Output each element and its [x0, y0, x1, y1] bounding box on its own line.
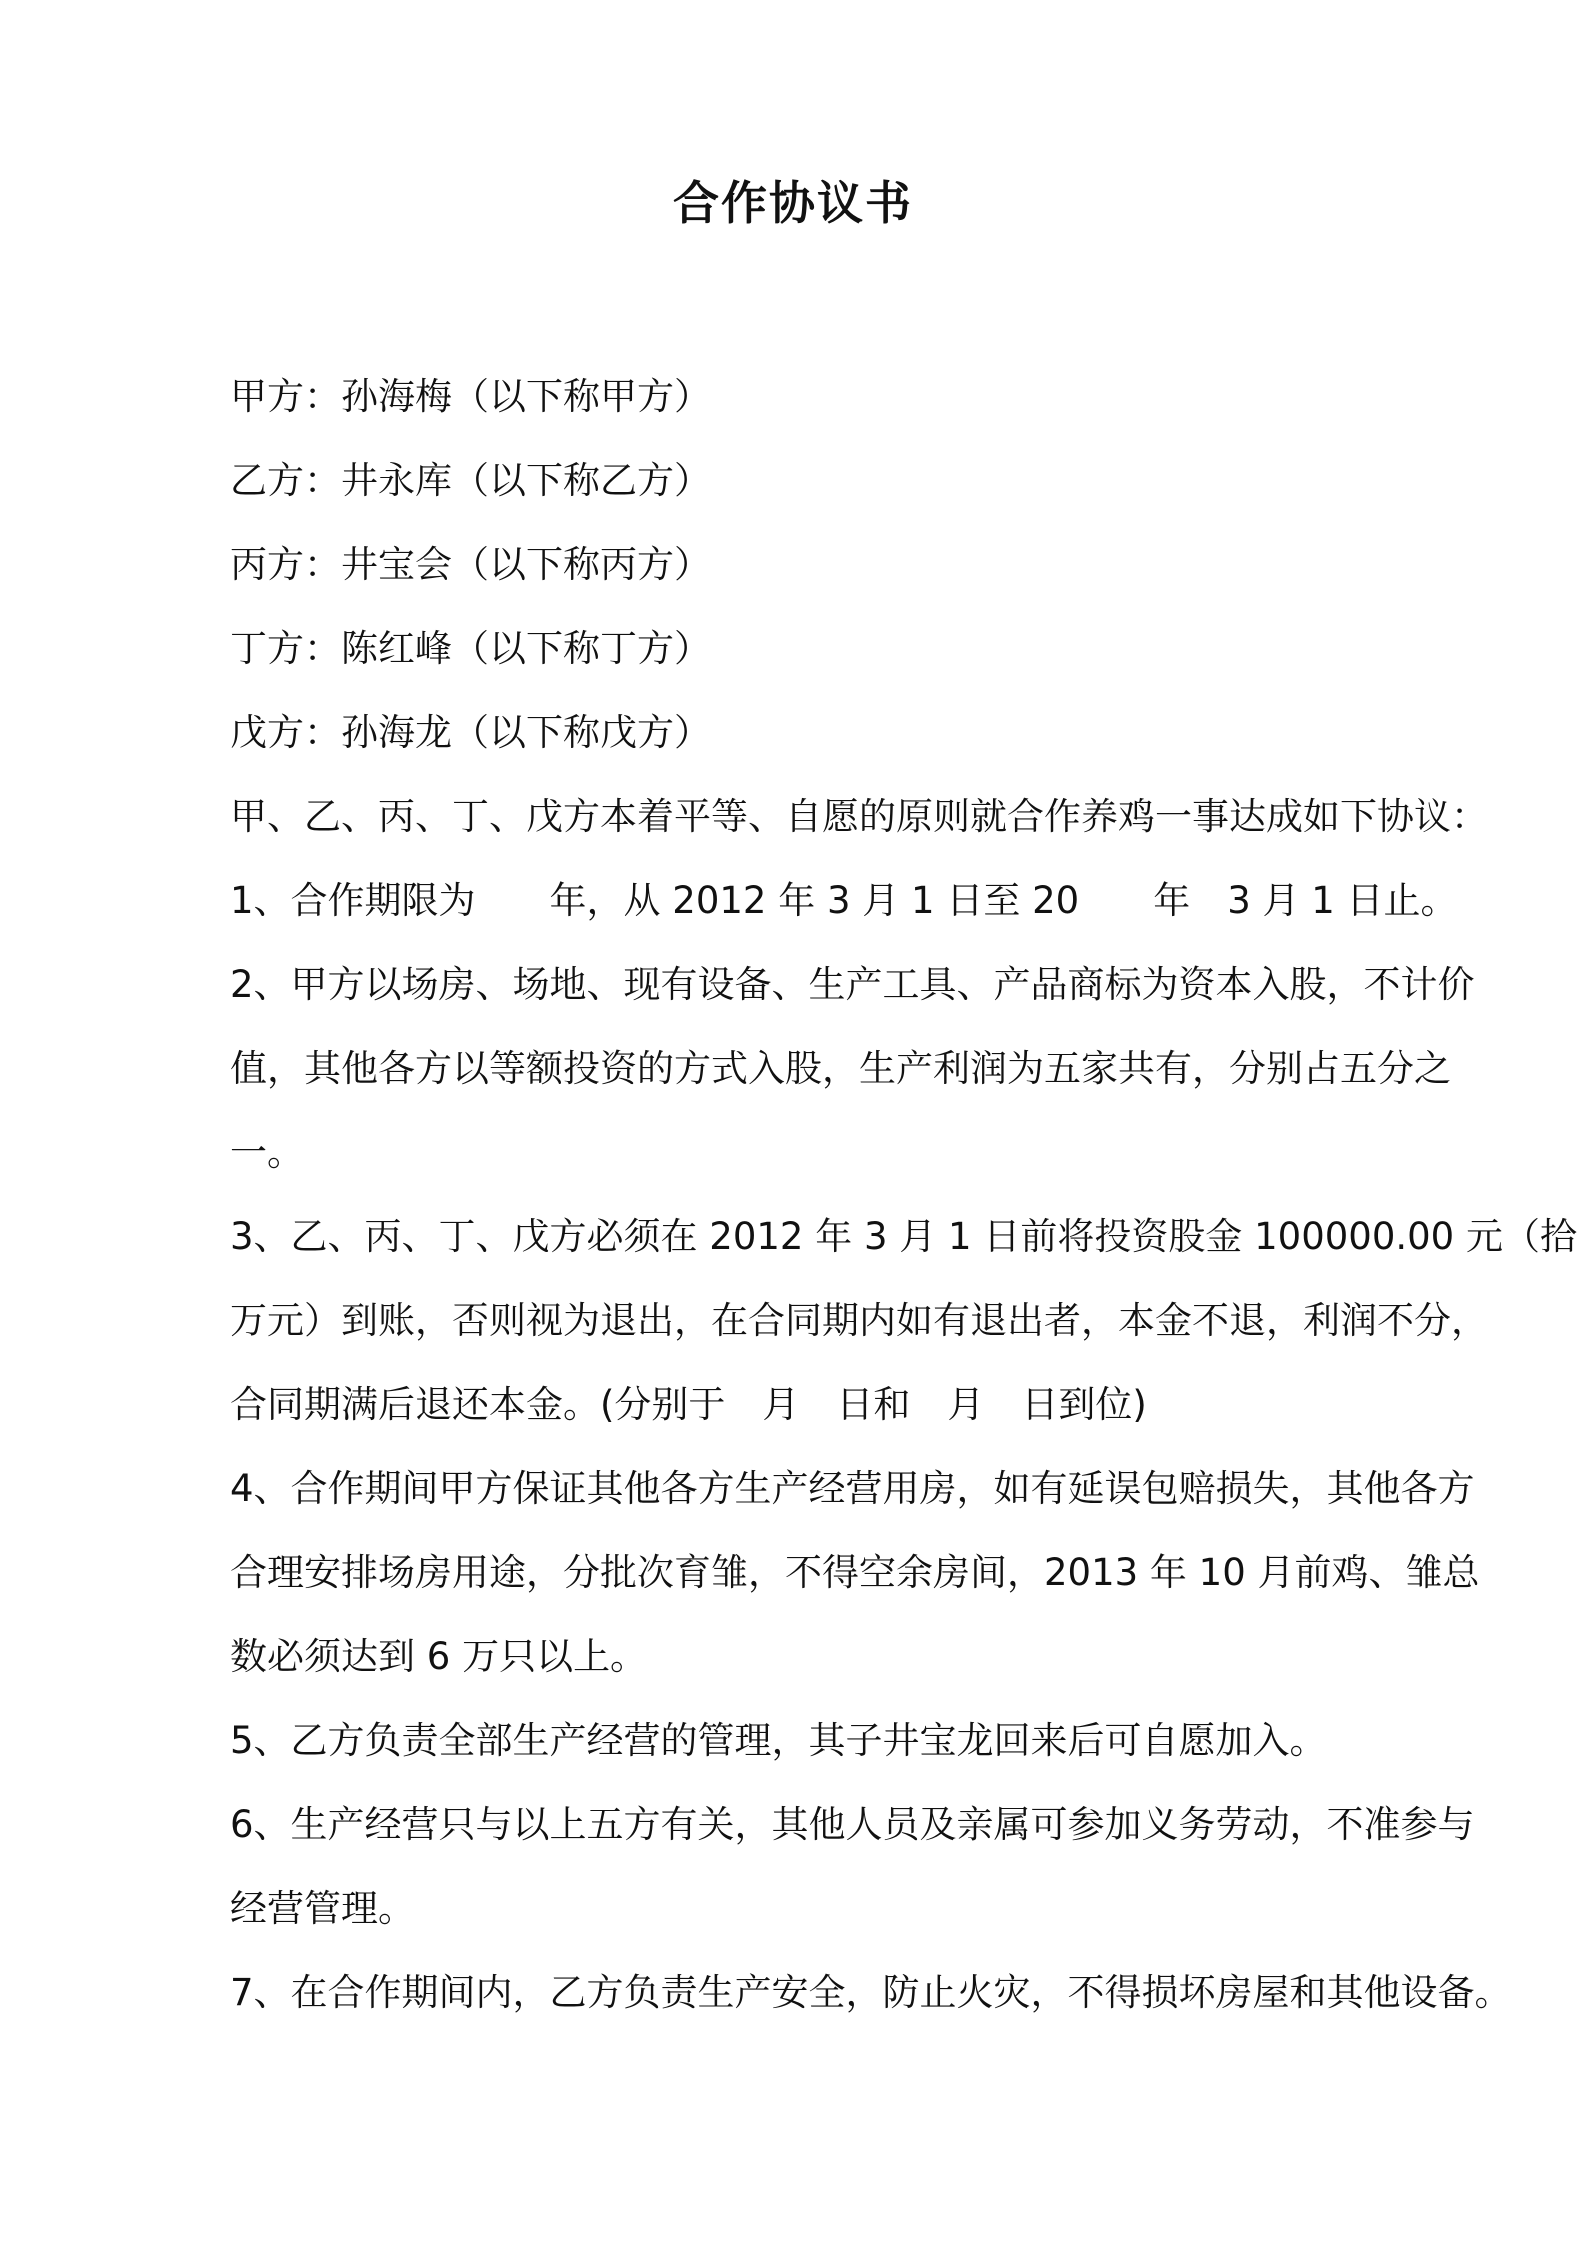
clause-4-line-2: 合理安排场房用途，分批次育雏，不得空余房间，2013 年 10 月前鸡、雏总 [230, 1551, 1480, 1594]
document-title: 合作协议书 [673, 176, 913, 230]
party-e-line: 戊方：孙海龙（以下称戊方） [230, 711, 711, 754]
party-b-line: 乙方：井永库（以下称乙方） [230, 459, 711, 502]
clause-3-line-3: 合同期满后退还本金。(分别于 月 日和 月 日到位) [230, 1383, 1147, 1426]
clause-4-line-1: 4、合作期间甲方保证其他各方生产经营用房，如有延误包赔损失，其他各方 [230, 1467, 1475, 1510]
clause-6-line-2: 经营管理。 [230, 1887, 415, 1930]
clause-2-line-1: 2、甲方以场房、场地、现有设备、生产工具、产品商标为资本入股，不计价 [230, 963, 1475, 1006]
clause-2-line-3: 一。 [230, 1131, 304, 1174]
clause-3-line-1: 3、乙、丙、丁、戊方必须在 2012 年 3 月 1 日前将投资股金 100000.00 元（拾 [230, 1215, 1577, 1258]
party-d-line: 丁方：陈红峰（以下称丁方） [230, 627, 711, 670]
party-c-line: 丙方：井宝会（以下称丙方） [230, 543, 711, 586]
clause-1-line: 1、合作期限为 年，从 2012 年 3 月 1 日至 20 年 3 月 1 日止。 [230, 879, 1458, 922]
clause-7-line: 7、在合作期间内，乙方负责生产安全，防止火灾，不得损坏房屋和其他设备。 [230, 1971, 1512, 2014]
clause-5-line: 5、乙方负责全部生产经营的管理，其子井宝龙回来后可自愿加入。 [230, 1719, 1327, 1762]
party-a-line: 甲方：孙海梅（以下称甲方） [230, 375, 711, 418]
clause-2-line-2: 值，其他各方以等额投资的方式入股，生产利润为五家共有，分别占五分之 [230, 1047, 1451, 1090]
preamble-line: 甲、乙、丙、丁、戊方本着平等、自愿的原则就合作养鸡一事达成如下协议： [230, 795, 1488, 838]
clause-4-line-3: 数必须达到 6 万只以上。 [230, 1635, 648, 1678]
clause-6-line-1: 6、生产经营只与以上五方有关，其他人员及亲属可参加义务劳动，不准参与 [230, 1803, 1475, 1846]
clause-3-line-2: 万元）到账，否则视为退出，在合同期内如有退出者，本金不退，利润不分， [230, 1299, 1488, 1342]
